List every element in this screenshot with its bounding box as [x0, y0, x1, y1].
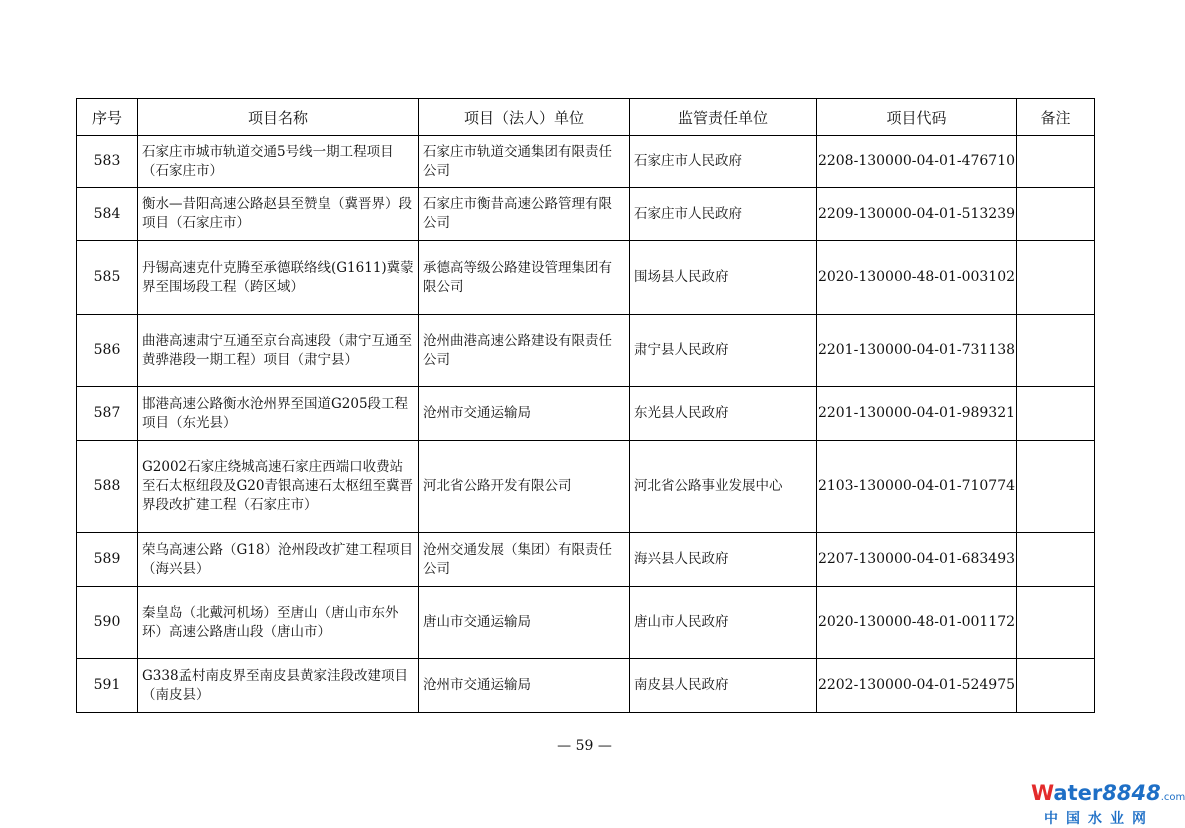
table-row — [77, 315, 1095, 387]
row-note — [1017, 136, 1095, 188]
header-project-name: 项目名称 — [138, 99, 419, 136]
row-seq: 584 — [77, 188, 138, 241]
row-legal-unit: 石家庄市轨道交通集团有限责任公司 — [419, 136, 630, 188]
row-seq: 591 — [77, 659, 138, 713]
row-project-name: 石家庄市城市轨道交通5号线一期工程项目（石家庄市） — [138, 136, 419, 188]
row-seq: 588 — [77, 441, 138, 533]
row-legal-unit: 石家庄市衡昔高速公路管理有限公司 — [419, 188, 630, 241]
row-supervisor: 石家庄市人民政府 — [630, 136, 817, 188]
row-note — [1017, 315, 1095, 387]
row-note — [1017, 387, 1095, 441]
row-legal-unit: 河北省公路开发有限公司 — [419, 441, 630, 533]
watermark-brand — [1031, 781, 1185, 810]
row-project-name: 曲港高速肃宁互通至京台高速段（肃宁互通至黄骅港段一期工程）项目（肃宁县） — [138, 315, 419, 387]
row-project-name: 邯港高速公路衡水沧州界至国道G205段工程项目（东光县） — [138, 387, 419, 441]
row-supervisor: 海兴县人民政府 — [630, 533, 817, 587]
row-legal-unit: 沧州市交通运输局 — [419, 387, 630, 441]
row-project-code: 2209-130000-04-01-513239 — [817, 188, 1017, 241]
row-supervisor: 河北省公路事业发展中心 — [630, 441, 817, 533]
row-project-code: 2020-130000-48-01-003102 — [817, 241, 1017, 315]
row-legal-unit: 唐山市交通运输局 — [419, 587, 630, 659]
table-row — [77, 188, 1095, 241]
row-project-code: 2201-130000-04-01-731138 — [817, 315, 1017, 387]
watermark-subtitle: 中国水业网 — [1044, 811, 1154, 827]
row-seq: 589 — [77, 533, 138, 587]
table-row — [77, 136, 1095, 188]
row-supervisor: 石家庄市人民政府 — [630, 188, 817, 241]
row-project-name: 荣乌高速公路（G18）沧州段改扩建工程项目（海兴县） — [138, 533, 419, 587]
row-supervisor: 南皮县人民政府 — [630, 659, 817, 713]
header-seq: 序号 — [77, 99, 138, 136]
watermark-brand-tld: .com — [1160, 792, 1185, 803]
row-note — [1017, 533, 1095, 587]
table-row — [77, 587, 1095, 659]
row-supervisor: 肃宁县人民政府 — [630, 315, 817, 387]
row-legal-unit: 承德高等级公路建设管理集团有限公司 — [419, 241, 630, 315]
row-project-name: 秦皇岛（北戴河机场）至唐山（唐山市东外环）高速公路唐山段（唐山市） — [138, 587, 419, 659]
row-project-code: 2208-130000-04-01-476710 — [817, 136, 1017, 188]
row-project-name: 丹锡高速克什克腾至承德联络线(G1611)冀蒙界至围场段工程（跨区域） — [138, 241, 419, 315]
table-row — [77, 441, 1095, 533]
row-project-code: 2103-130000-04-01-710774 — [817, 441, 1017, 533]
row-note — [1017, 441, 1095, 533]
header-supervisor: 监管责任单位 — [630, 99, 817, 136]
row-seq: 585 — [77, 241, 138, 315]
row-seq: 590 — [77, 587, 138, 659]
row-supervisor: 围场县人民政府 — [630, 241, 817, 315]
row-seq: 586 — [77, 315, 138, 387]
header-note: 备注 — [1017, 99, 1095, 136]
row-project-code: 2207-130000-04-01-683493 — [817, 533, 1017, 587]
row-seq: 587 — [77, 387, 138, 441]
table-row — [77, 387, 1095, 441]
row-project-name: G338孟村南皮界至南皮县黄家洼段改建项目（南皮县） — [138, 659, 419, 713]
row-supervisor: 东光县人民政府 — [630, 387, 817, 441]
row-project-code: 2020-130000-48-01-001172 — [817, 587, 1017, 659]
row-project-code: 2201-130000-04-01-989321 — [817, 387, 1017, 441]
row-legal-unit: 沧州市交通运输局 — [419, 659, 630, 713]
watermark-brand-num: 8848 — [1102, 781, 1161, 805]
watermark-logo — [1031, 781, 1185, 828]
row-project-code: 2202-130000-04-01-524975 — [817, 659, 1017, 713]
row-project-name: G2002石家庄绕城高速石家庄西端口收费站至石太枢纽段及G20青银高速石太枢纽至冀晋界段改扩建工程（石家庄市） — [138, 441, 419, 533]
table-row — [77, 241, 1095, 315]
project-table — [76, 98, 1095, 713]
row-legal-unit: 沧州交通发展（集团）有限责任公司 — [419, 533, 630, 587]
row-seq: 583 — [77, 136, 138, 188]
header-project-code: 项目代码 — [817, 99, 1017, 136]
watermark-brand-w: W — [1031, 781, 1054, 805]
table-row — [77, 533, 1095, 587]
watermark-brand-rest: ater — [1053, 781, 1103, 805]
row-project-name: 衡水—昔阳高速公路赵县至赞皇（冀晋界）段项目（石家庄市） — [138, 188, 419, 241]
row-note — [1017, 188, 1095, 241]
table-row — [77, 659, 1095, 713]
table-header-row — [77, 99, 1095, 136]
row-legal-unit: 沧州曲港高速公路建设有限责任公司 — [419, 315, 630, 387]
row-note — [1017, 241, 1095, 315]
header-legal-unit: 项目（法人）单位 — [419, 99, 630, 136]
row-supervisor: 唐山市人民政府 — [630, 587, 817, 659]
row-note — [1017, 587, 1095, 659]
row-note — [1017, 659, 1095, 713]
page-number: — 59 — — [557, 738, 612, 754]
